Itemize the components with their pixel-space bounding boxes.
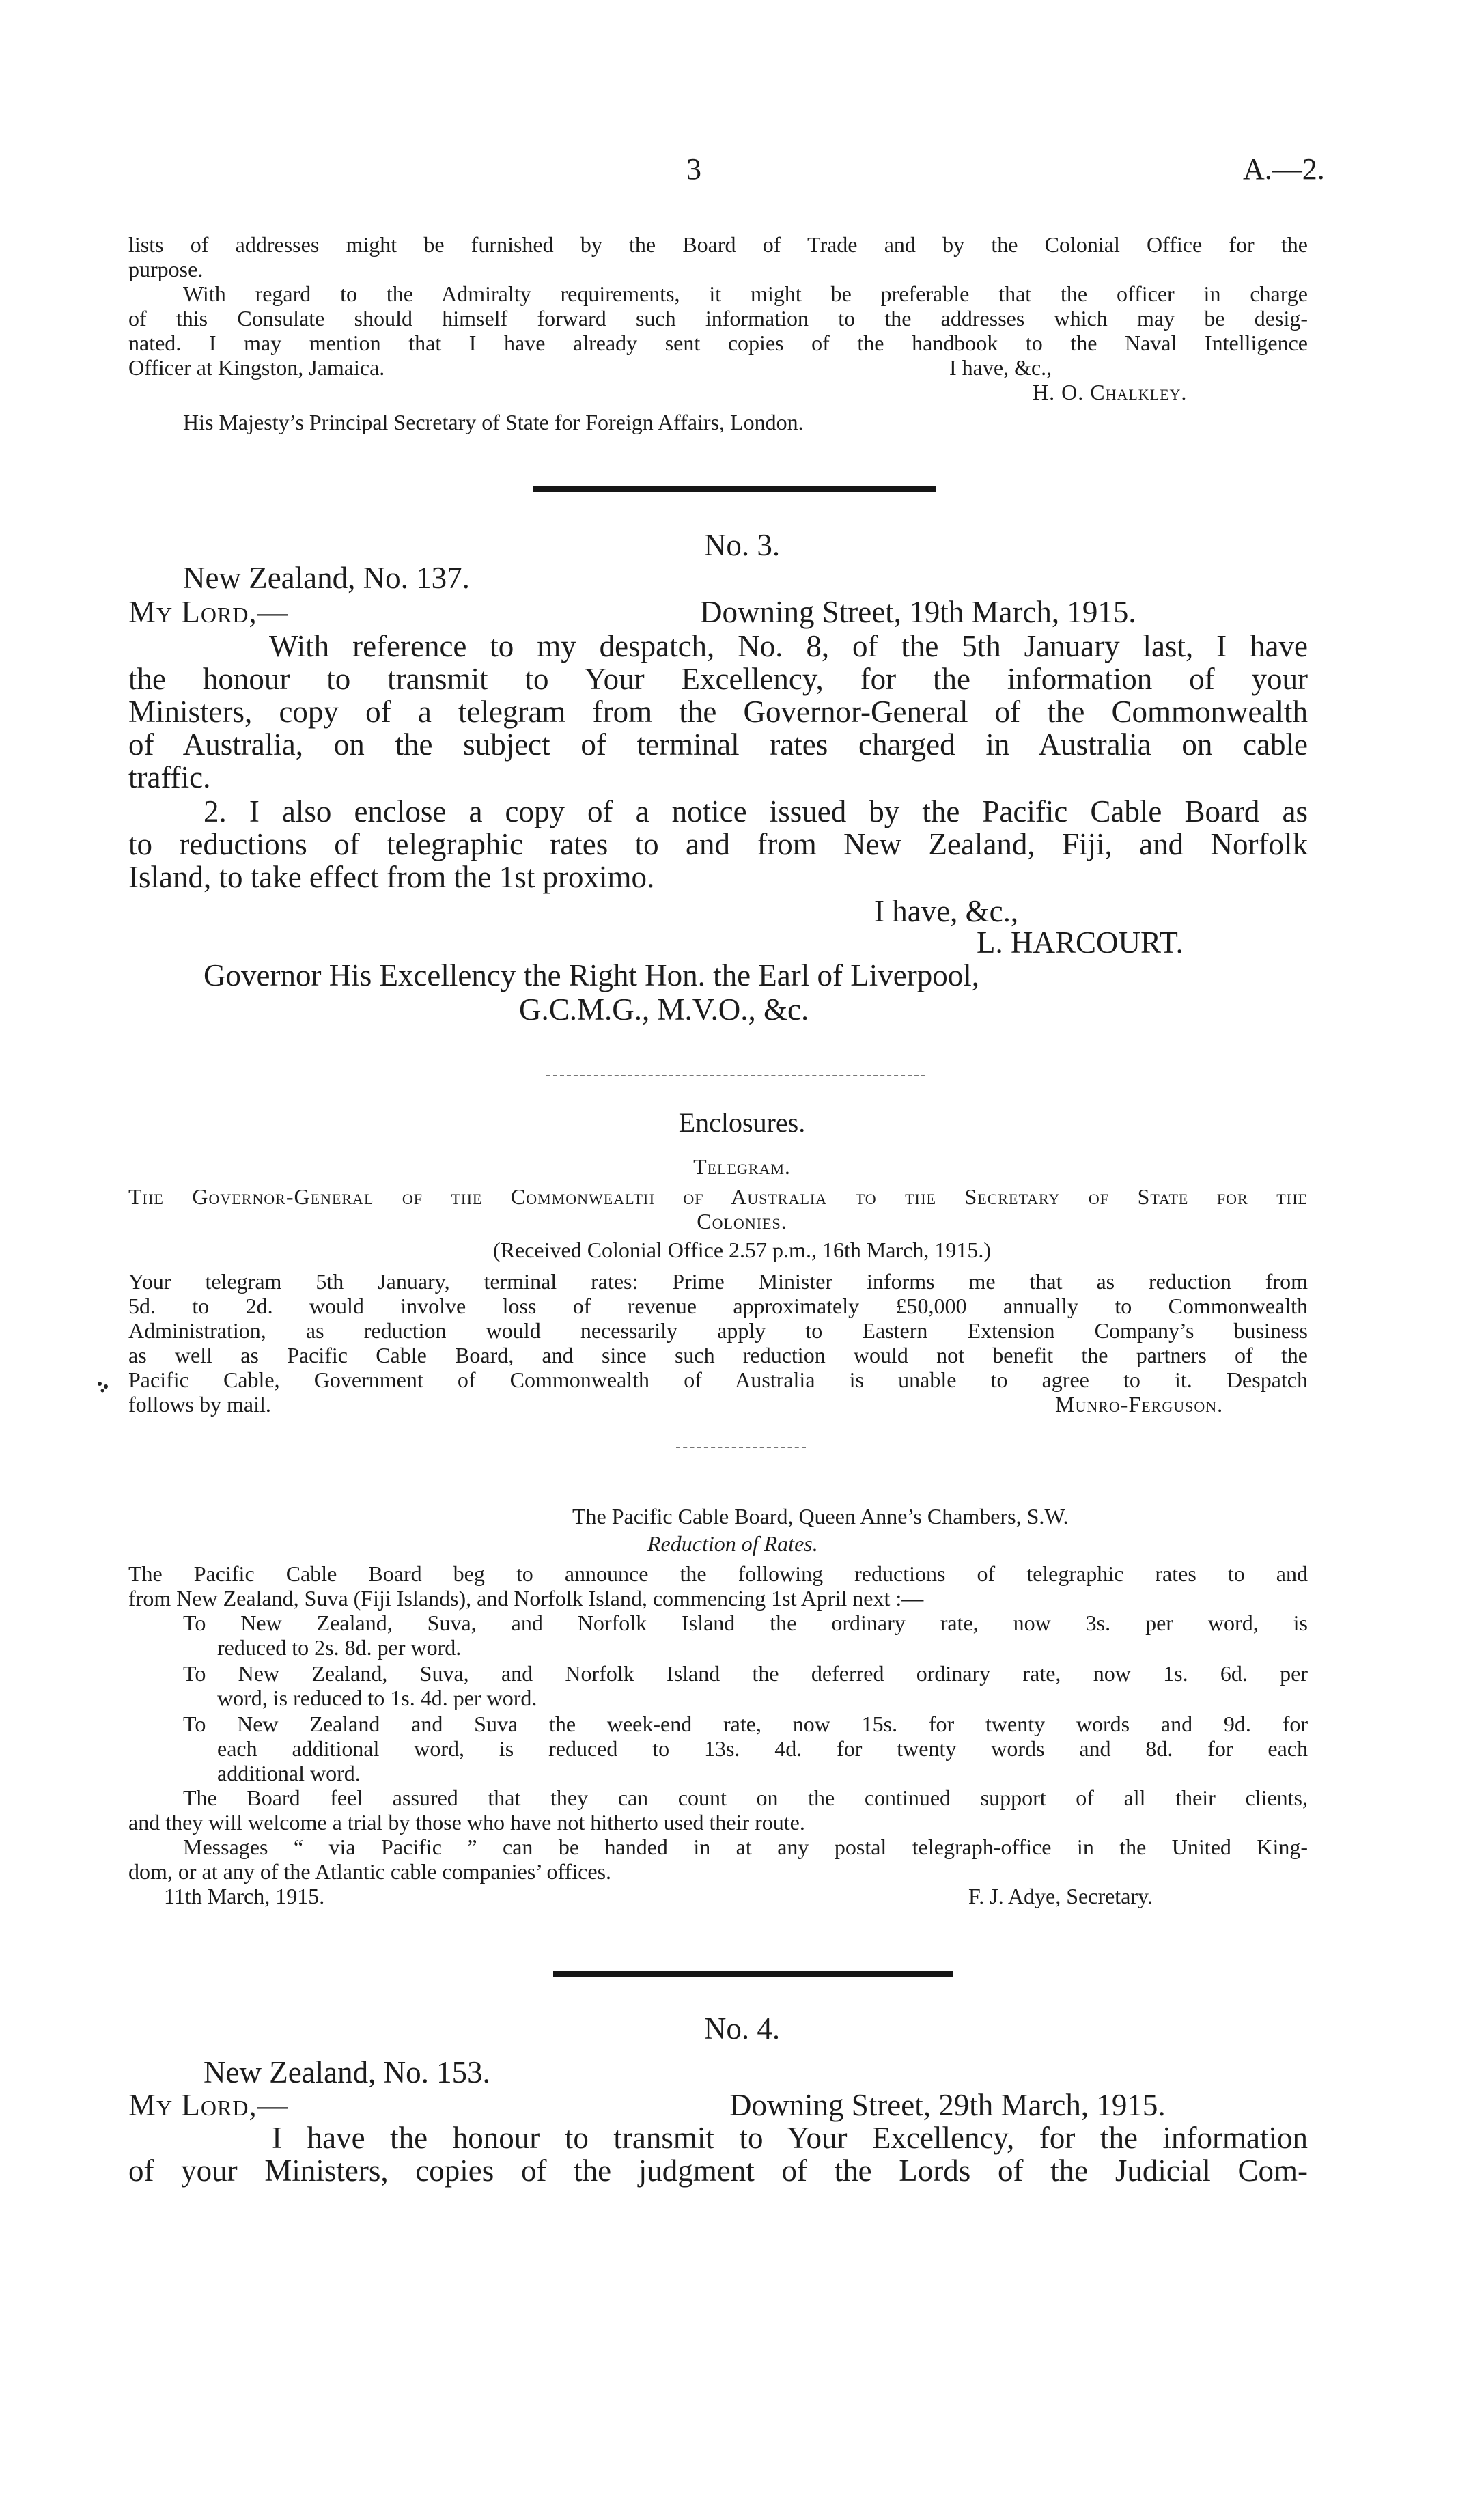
section-rule — [533, 486, 936, 492]
addressee: Governor His Excellency the Right Hon. the Earl of Liverpool, — [204, 958, 979, 992]
text-line: 2. I also enclose a copy of a notice issued by the Pacific Cable Board as — [204, 794, 1308, 828]
section-rule — [553, 1971, 953, 1977]
text-line: nated. I may mention that I have already sent copies of the handbook to the Naval Intelligence — [128, 331, 1308, 355]
notice-signature: F. J. Adye, Secretary. — [968, 1884, 1153, 1908]
closing: I have, &c., — [949, 355, 1052, 380]
despatch-ref: New Zealand, No. 137. — [183, 561, 470, 595]
notice-title: Reduction of Rates. — [647, 1531, 818, 1556]
paper-reference: A.—2. — [1243, 152, 1325, 186]
text-line: To New Zealand and Suva the week-end rate, now 15s. for twenty words and 9d. for — [183, 1712, 1308, 1736]
despatch-number: No. 3. — [703, 528, 781, 562]
divider — [546, 1075, 925, 1076]
text-line: of your Ministers, copies of the judgment of the Lords of the Judicial Com- — [128, 2154, 1308, 2188]
text-line: lists of addresses might be furnished by the Board of Trade and by the Colonial Office for the — [128, 232, 1308, 257]
text-line: additional word. — [217, 1761, 361, 1785]
telegram-label: Telegram. — [693, 1154, 791, 1179]
text-line: reduced to 2s. 8d. per word. — [217, 1635, 462, 1660]
telegram-signature: Munro-Ferguson. — [1055, 1392, 1224, 1417]
divider — [676, 1447, 806, 1448]
despatch-ref: New Zealand, No. 153. — [204, 2055, 490, 2089]
text-line: and they will welcome a trial by those who have not hitherto used their route. — [128, 1810, 805, 1835]
text-line: Pacific Cable, Government of Commonwealth of Australia is unable to agree to it. Despatch — [128, 1367, 1308, 1392]
closing: I have, &c., — [874, 894, 1019, 928]
text-line: to reductions of telegraphic rates to and from New Zealand, Fiji, and Norfolk — [128, 827, 1308, 861]
telegram-from: The Governor-General of the Commonwealth of Australia to the Secretary of State for the — [128, 1184, 1308, 1209]
salutation: My Lord,— — [128, 595, 289, 629]
enclosures-heading: Enclosures. — [678, 1107, 806, 1138]
text-line: of this Consulate should himself forward such information to the addresses which may be desig- — [128, 306, 1308, 331]
text-line: Your telegram 5th January, terminal rates: Prime Minister informs me that as reduction from — [128, 1269, 1308, 1294]
text-line: With reference to my despatch, No. 8, of the 5th January last, I have — [269, 629, 1308, 663]
notice-address: The Pacific Cable Board, Queen Anne’s Chambers, S.W. — [572, 1504, 1069, 1529]
despatch-number: No. 4. — [703, 2011, 781, 2046]
text-line: With regard to the Admiralty requirements, it might be preferable that the officer in charge — [183, 281, 1308, 306]
text-line: The Pacific Cable Board beg to announce the following reductions of telegraphic rates to and — [128, 1561, 1308, 1586]
received-note: (Received Colonial Office 2.57 p.m., 16th March, 1915.) — [492, 1238, 991, 1262]
text-line: Messages “ via Pacific ” can be handed in at any postal telegraph-office in the United King- — [183, 1835, 1308, 1859]
page-number: 3 — [686, 152, 701, 186]
text-line: I have the honour to transmit to Your Excellency, for the information — [272, 2121, 1308, 2155]
text-line: each additional word, is reduced to 13s. 4d. for twenty words and 8d. for each — [217, 1736, 1308, 1761]
place-date: Downing Street, 29th March, 1915. — [729, 2088, 1166, 2122]
text-line: of Australia, on the subject of terminal rates charged in Australia on cable — [128, 727, 1308, 762]
text-line: from New Zealand, Suva (Fiji Islands), and Norfolk Island, commencing 1st April next :— — [128, 1586, 924, 1611]
notice-date: 11th March, 1915. — [164, 1884, 325, 1908]
telegram-from: Colonies. — [697, 1209, 787, 1234]
addressee: G.C.M.G., M.V.O., &c. — [519, 992, 809, 1027]
text-line: word, is reduced to 1s. 4d. per word. — [217, 1686, 537, 1710]
text-line: follows by mail. — [128, 1392, 271, 1417]
text-line: To New Zealand, Suva, and Norfolk Island the ordinary rate, now 3s. per word, is — [183, 1611, 1308, 1635]
place-date: Downing Street, 19th March, 1915. — [700, 595, 1136, 629]
text-line: Island, to take effect from the 1st proximo. — [128, 860, 655, 894]
text-line: To New Zealand, Suva, and Norfolk Island the deferred ordinary rate, now 1s. 6d. per — [183, 1661, 1308, 1686]
salutation: My Lord,— — [128, 2088, 289, 2122]
text-line: traffic. — [128, 760, 211, 794]
addressee: His Majesty’s Principal Secretary of State for Foreign Affairs, London. — [183, 410, 804, 434]
margin-mark-icon — [96, 1378, 120, 1395]
text-line: the honour to transmit to Your Excellency, for the information of your — [128, 662, 1308, 696]
text-line: Ministers, copy of a telegram from the Governor-General of the Commonwealth — [128, 695, 1308, 729]
signature: L. HARCOURT. — [977, 925, 1184, 960]
signature: H. O. Chalkley. — [1033, 380, 1188, 404]
text-line: Officer at Kingston, Jamaica. — [128, 355, 385, 380]
text-line: as well as Pacific Cable Board, and since such reduction would not benefit the partners of the — [128, 1343, 1308, 1367]
text-line: dom, or at any of the Atlantic cable companies’ offices. — [128, 1859, 612, 1884]
text-line: purpose. — [128, 257, 204, 281]
text-line: Administration, as reduction would necessarily apply to Eastern Extension Company’s business — [128, 1318, 1308, 1343]
text-line: The Board feel assured that they can count on the continued support of all their clients, — [183, 1785, 1308, 1810]
text-line: 5d. to 2d. would involve loss of revenue approximately £50,000 annually to Commonwealth — [128, 1294, 1308, 1318]
